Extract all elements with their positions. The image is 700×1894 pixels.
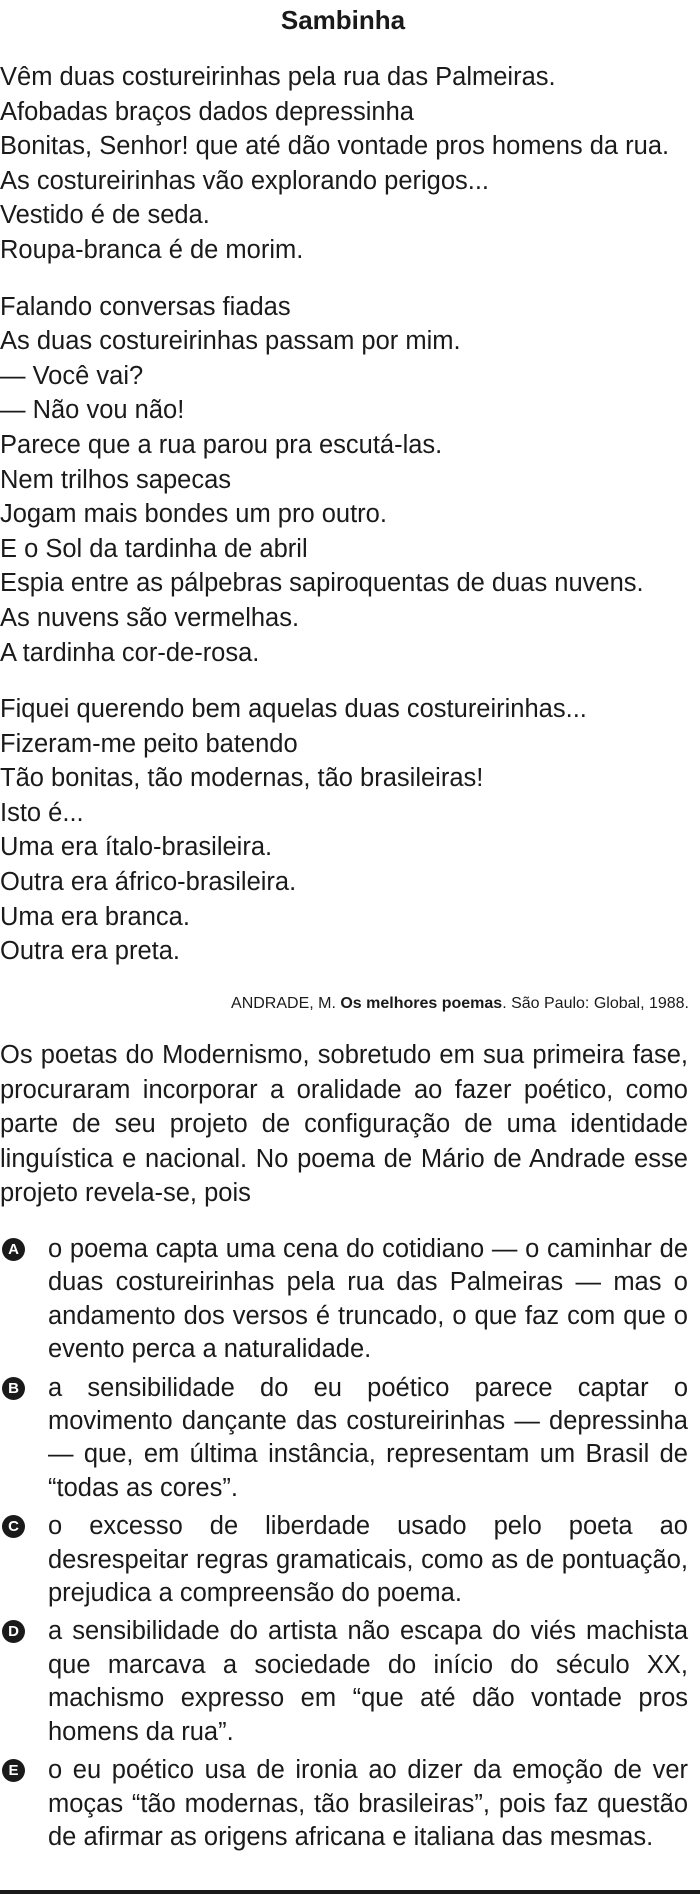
- poem-verse: Isto é...: [0, 798, 84, 827]
- poem-verse: As nuvens são vermelhas.: [0, 603, 300, 632]
- option-text: a sensibilidade do artista não escapa do viés machista que marcava a sociedade do início do século XX, machismo expresso em “que até dão vontade pros homens da rua”.: [48, 1617, 688, 1746]
- poem-verse: A tardinha cor-de-rosa.: [0, 638, 260, 667]
- poem-verse: Falando conversas fiadas: [0, 292, 291, 321]
- answer-option-e[interactable]: [0, 1754, 688, 1854]
- poem-verse: As costureirinhas vão explorando perigos...: [0, 166, 490, 195]
- poem-verse: Jogam mais bondes um pro outro.: [0, 500, 387, 529]
- poem-stanza: [0, 692, 700, 969]
- poem-verse: Vêm duas costureirinhas pela rua das Palmeiras.: [0, 63, 556, 91]
- poem-verse: E o Sol da tardinha de abril: [0, 534, 308, 563]
- poem-verse: Roupa-branca é de morim.: [0, 235, 304, 264]
- option-text: o eu poético usa de ironia ao dizer da emoção de ver moças “tão modernas, tão brasileiras”, pois faz questão de afirmar as origens africana e italiana das mesmas.: [48, 1756, 688, 1851]
- option-letter-badge: D: [2, 1620, 25, 1643]
- poem-verse: — Não vou não!: [0, 396, 185, 425]
- poem-verse: Outra era preta.: [0, 937, 181, 966]
- option-text: o excesso de liberdade usado pelo poeta ao desrespeitar regras gramaticais, como as de pontuação, prejudica a compreensão do poema.: [48, 1512, 688, 1608]
- poem-verse: Afobadas braços dados depressinha: [0, 97, 414, 126]
- answer-option-a[interactable]: [0, 1233, 688, 1367]
- poem-verse: Parece que a rua parou pra escutá-las.: [0, 430, 443, 459]
- question-prompt: Os poetas do Modernismo, sobretudo em sua primeira fase, procuraram incorporar a oralidade ao fazer poético, como parte de seu projeto de configuração de uma identidade linguística e nacional. No poema de Mário de Andrade esse projeto revela-se, pois: [0, 1041, 688, 1207]
- poem-stanza: [0, 60, 700, 268]
- poem-body: [0, 60, 700, 991]
- option-letter-badge: A: [2, 1238, 25, 1261]
- bottom-divider: [0, 1890, 700, 1894]
- poem-stanza: [0, 290, 700, 671]
- poem-verse: Espia entre as pálpebras sapiroquentas de duas nuvens.: [0, 569, 644, 598]
- source-citation: [231, 993, 689, 1015]
- option-letter-badge: B: [2, 1377, 25, 1400]
- option-letter-badge: C: [2, 1515, 25, 1538]
- answer-option-b[interactable]: [0, 1372, 688, 1506]
- poem-title: Sambinha: [280, 5, 406, 35]
- source-work: Os melhores poemas: [340, 995, 503, 1012]
- source-publication: . São Paulo: Global, 1988.: [502, 995, 689, 1012]
- poem-verse: — Você vai?: [0, 361, 144, 390]
- poem-verse: Uma era branca.: [0, 902, 190, 931]
- answer-option-d[interactable]: [0, 1615, 688, 1749]
- answer-option-c[interactable]: [0, 1510, 688, 1610]
- poem-verse: Fiquei querendo bem aquelas duas costureirinhas...: [0, 695, 587, 724]
- option-text: a sensibilidade do eu poético parece captar o movimento dançante das costureirinhas — depressinha — que, em última instância, representam um Brasil de “todas as cores”.: [48, 1373, 688, 1502]
- option-text: o poema capta uma cena do cotidiano — o caminhar de duas costureirinhas pela rua das Palmeiras — mas o andamento dos versos é truncado, o que faz com que o evento perca a naturalidade.: [48, 1235, 688, 1364]
- poem-verse: Vestido é de seda.: [0, 201, 210, 230]
- poem-verse: Tão bonitas, tão modernas, tão brasileiras!: [0, 764, 484, 793]
- source-author: ANDRADE, M.: [231, 995, 341, 1012]
- poem-verse: Uma era ítalo-brasileira.: [0, 833, 273, 862]
- poem-verse: Fizeram-me peito batendo: [0, 729, 298, 758]
- answer-options: [0, 1233, 700, 1859]
- poem-verse: Outra era áfrico-brasileira.: [0, 868, 297, 897]
- option-letter-badge: E: [2, 1759, 25, 1782]
- poem-verse: As duas costureirinhas passam por mim.: [0, 327, 461, 356]
- poem-verse: Nem trilhos sapecas: [0, 465, 232, 494]
- poem-verse: Bonitas, Senhor! que até dão vontade pros homens da rua.: [0, 132, 670, 161]
